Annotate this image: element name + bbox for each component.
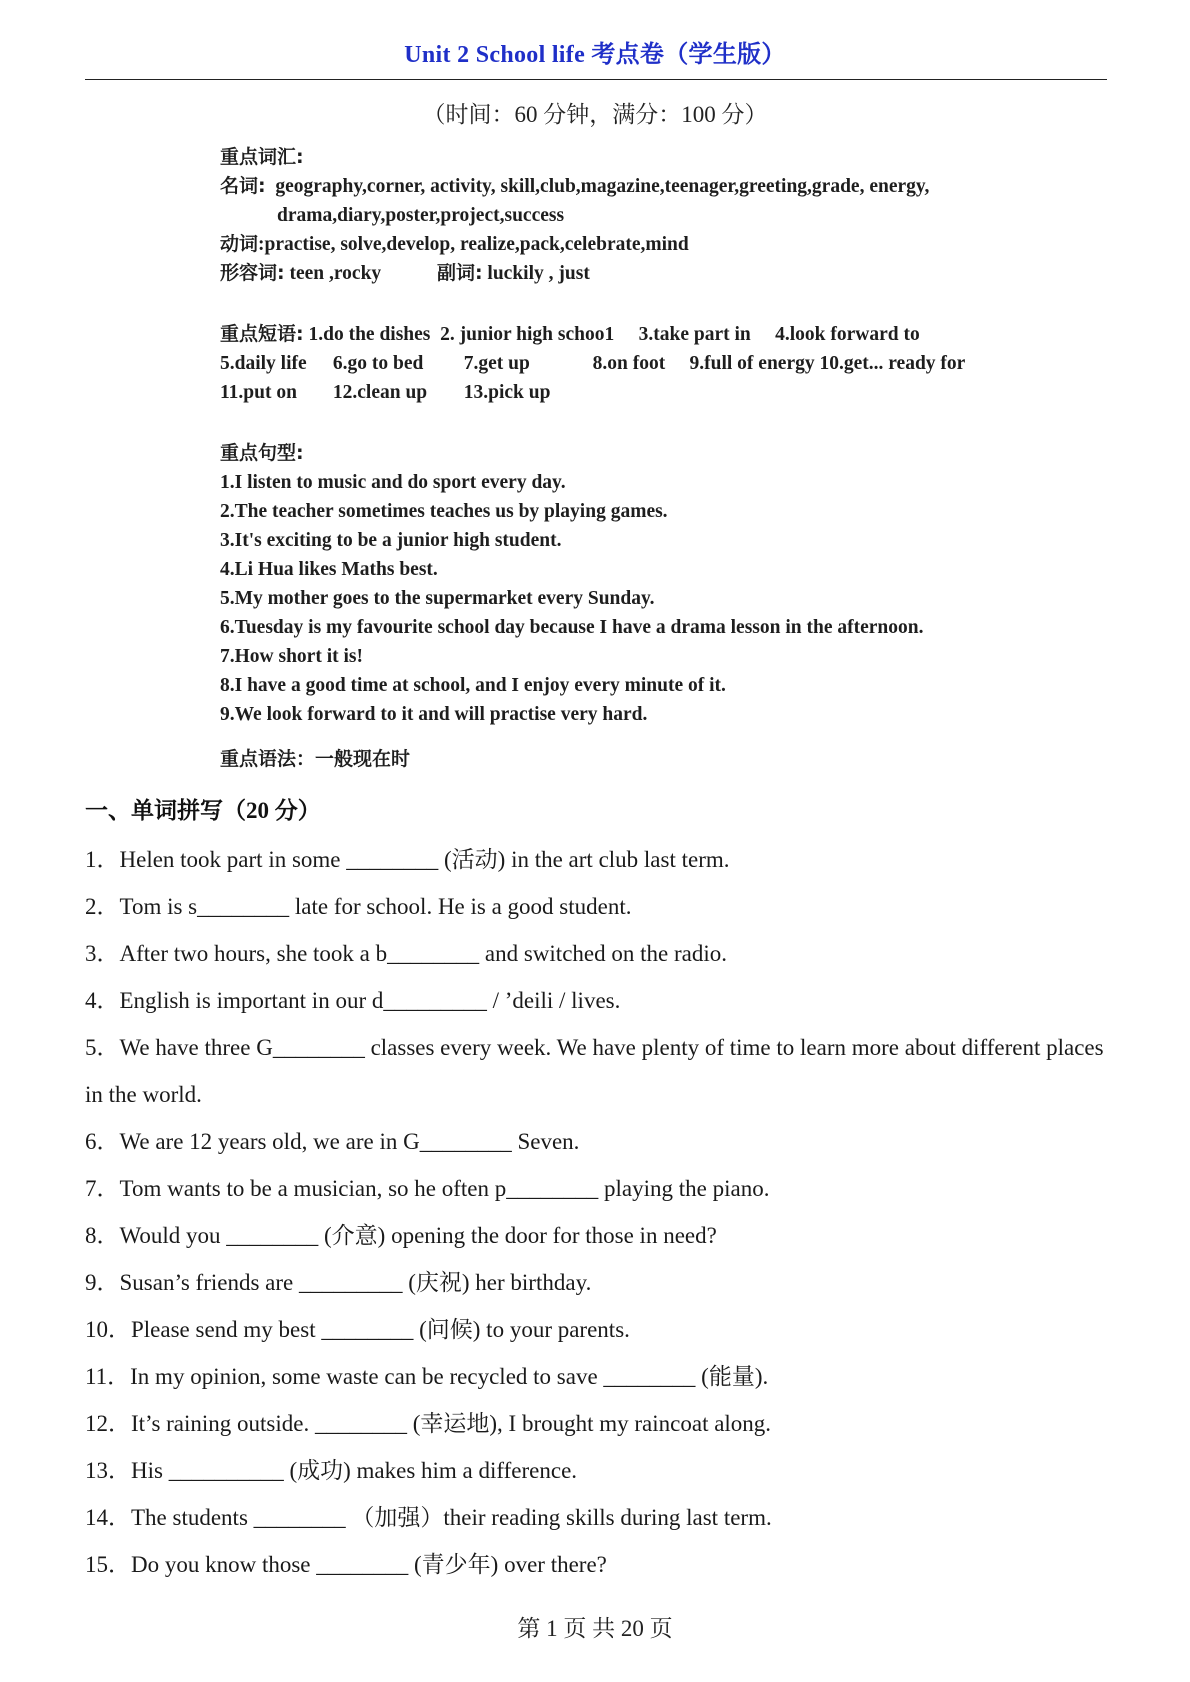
page-number: 第 1 页 共 20 页 (517, 1616, 673, 1641)
question-item: 12．It’s raining outside. ________ (幸运地), I brought my raincoat along. (85, 1411, 772, 1436)
question-item: 3．After two hours, she took a b________ and switched on the radio. (85, 941, 727, 966)
sentence-item: 2.The teacher sometimes teaches us by playing games. (220, 501, 668, 522)
phrase-item: 11.put on (220, 382, 297, 403)
nouns-line-2: drama,diary,poster,project,success (277, 205, 565, 226)
question-item: 13．His __________ (成功) makes him a difference. (85, 1458, 578, 1483)
question-item: 5．We have three G________ classes every week. We have plenty of time to learn more about different places in the world. (85, 1035, 1104, 1107)
question-item: 14．The students ________ （加强）their reading skills during last term. (85, 1505, 772, 1530)
phrase-item: 7.get up (463, 353, 530, 374)
adj-text: teen ,rocky (289, 263, 382, 284)
question-item: 4．English is important in our d_________ / ’deili / lives. (85, 988, 621, 1013)
question-item: 7．Tom wants to be a musician, so he often p________ playing the piano. (85, 1176, 770, 1201)
header-divider (85, 79, 1107, 80)
sentence-item: 9.We look forward to it and will practise very hard. (220, 704, 648, 725)
question-item: 11．In my opinion, some waste can be recycled to save ________ (能量). (85, 1364, 769, 1389)
question-item: 15．Do you know those ________ (青少年) over there? (85, 1552, 607, 1577)
section-title: 一、单词拼写（20 分） (85, 798, 321, 823)
question-item: 1．Helen took part in some ________ (活动) in the art club last term. (85, 847, 730, 872)
sentence-item: 5.My mother goes to the supermarket every Sunday. (220, 588, 655, 609)
phrase-item: 6.go to bed (332, 353, 424, 374)
phrase-item: 5.daily life (220, 353, 307, 374)
adj-adv-line (220, 259, 1040, 288)
nouns-text-1: geography,corner, activity, skill,club,magazine,teenager,greeting,grade, energy, (275, 176, 930, 197)
sentence-item: 6.Tuesday is my favourite school day because I have a drama lesson in the afternoon. (220, 617, 924, 638)
key-points-box (220, 143, 1040, 774)
question-item: 6．We are 12 years old, we are in G________ Seven. (85, 1129, 580, 1154)
verbs-label: 动词 (220, 233, 259, 255)
phrases-heading: 重点短语: (220, 323, 304, 345)
phrase-item: 10.get... ready for (819, 353, 966, 374)
phrase-item: 9.full of energy (689, 353, 815, 374)
phrases-row-2 (220, 349, 1040, 378)
phrase-item: 2. junior high schoo1 (440, 324, 615, 345)
question-item: 10．Please send my best ________ (问候) to your parents. (85, 1317, 630, 1342)
question-item: 9．Susan’s friends are _________ (庆祝) her birthday. (85, 1270, 592, 1295)
verbs-line (220, 230, 1040, 259)
phrase-item: 1.do the dishes (308, 324, 431, 345)
adv-text: luckily , just (487, 263, 590, 284)
grammar-line: 重点语法：一般现在时 (220, 748, 411, 770)
sentence-item: 7.How short it is! (220, 646, 363, 667)
question-item: 8．Would you ________ (介意) opening the door for those in need? (85, 1223, 717, 1248)
adv-label: 副词: (436, 262, 483, 284)
exam-meta: （时间：60 分钟，满分：100 分） (422, 102, 768, 127)
phrase-item: 4.look forward to (775, 324, 920, 345)
phrase-item: 12.clean up (332, 382, 428, 403)
phrases-row-1 (220, 320, 1040, 349)
document-title: Unit 2 School life 考点卷（学生版） (404, 42, 786, 68)
sentence-item: 8.I have a good time at school, and I enjoy every minute of it. (220, 675, 726, 696)
nouns-label: 名词: (220, 175, 266, 197)
sentence-item: 3.It's exciting to be a junior high student. (220, 530, 562, 551)
verbs-text: :practise, solve,develop, realize,pack,celebrate,mind (258, 234, 689, 255)
phrases-row-3 (220, 378, 1040, 407)
sentences-heading: 重点句型: (220, 442, 304, 464)
vocab-heading: 重点词汇: (220, 146, 304, 168)
sentence-item: 4.Li Hua likes Maths best. (220, 559, 438, 580)
phrase-item: 3.take part in (638, 324, 751, 345)
question-list (85, 836, 1115, 1588)
phrase-item: 13.pick up (463, 382, 551, 403)
question-item: 2．Tom is s________ late for school. He is a good student. (85, 894, 632, 919)
adj-label: 形容词: (220, 262, 285, 284)
nouns-line (220, 172, 1040, 201)
sentence-item: 1.I listen to music and do sport every day. (220, 472, 566, 493)
phrase-item: 8.on foot (592, 353, 666, 374)
